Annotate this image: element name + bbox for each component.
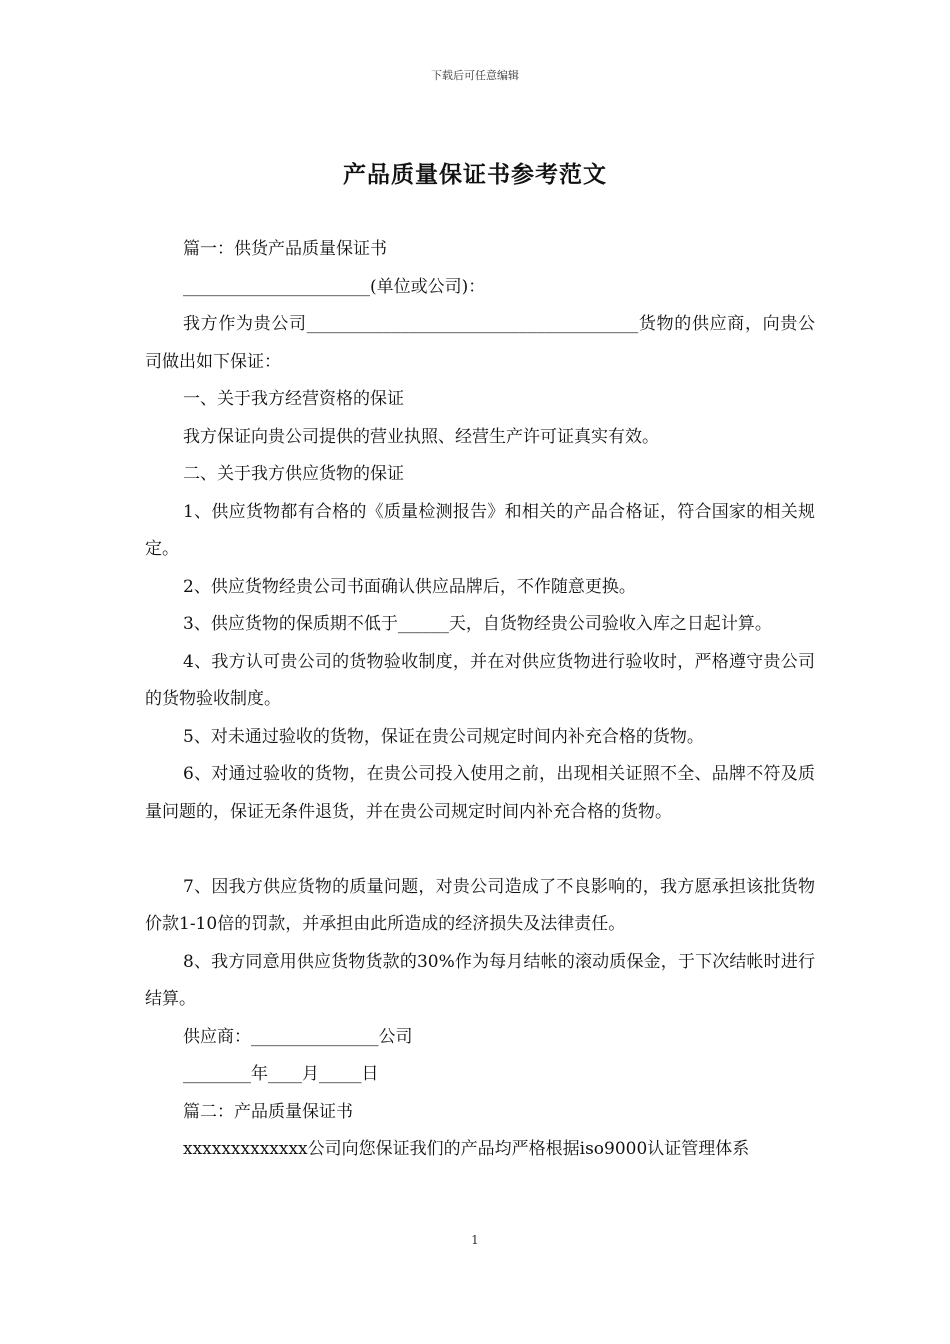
supplier-signature-line: 供应商：_______________公司: [183, 1026, 413, 1047]
document-body: [145, 231, 815, 1169]
section-heading-1: 篇一：供货产品质量保证书: [183, 239, 387, 259]
clause-heading-1: 一、关于我方经营资格的保证: [183, 389, 404, 409]
blank-line: [145, 831, 815, 869]
header-note: 下载后可任意编辑: [431, 69, 519, 82]
document-title: 产品质量保证书参考范文: [343, 161, 607, 188]
page-number: 1: [471, 1233, 479, 1247]
section-heading-2: 篇二：产品质量保证书: [183, 1101, 353, 1122]
paragraph: 我方作为贵公司_______________________________________货物的供应商，向贵公司做出如下保证：: [145, 314, 815, 372]
list-item: 3、供应货物的保质期不低于______天，自货物经贵公司验收入库之日起计算。: [183, 614, 772, 634]
addressee-line: ______________________(单位或公司)：: [183, 276, 486, 297]
list-item: 7、因我方供应货物的质量问题，对贵公司造成了不良影响的，我方愿承担该批货物价款1-10倍的罚款，并承担由此所造成的经济损失及法律责任。: [145, 876, 815, 934]
list-item: 6、对通过验收的货物，在贵公司投入使用之前，出现相关证照不全、品牌不符及质量问题的，保证无条件退货，并在贵公司规定时间内补充合格的货物。: [145, 764, 815, 822]
paragraph: 我方保证向贵公司提供的营业执照、经营生产许可证真实有效。: [183, 426, 659, 447]
paragraph: xxxxxxxxxxxxx公司向您保证我们的产品均严格根据iso9000认证管理体系: [183, 1139, 750, 1159]
clause-heading-2: 二、关于我方供应货物的保证: [183, 464, 404, 484]
list-item: 5、对未通过验收的货物，保证在贵公司规定时间内补充合格的货物。: [183, 726, 704, 747]
date-line: ________年____月_____日: [183, 1064, 379, 1084]
list-item: 2、供应货物经贵公司书面确认供应品牌后，不作随意更换。: [183, 576, 636, 597]
list-item: 1、供应货物都有合格的《质量检测报告》和相关的产品合格证，符合国家的相关规定。: [145, 501, 815, 559]
list-item: 8、我方同意用供应货物货款的30%作为每月结帐的滚动质保金，于下次结帐时进行结算。: [145, 951, 815, 1009]
list-item: 4、我方认可贵公司的货物验收制度，并在对供应货物进行验收时，严格遵守贵公司的货物验收制度。: [145, 651, 815, 709]
